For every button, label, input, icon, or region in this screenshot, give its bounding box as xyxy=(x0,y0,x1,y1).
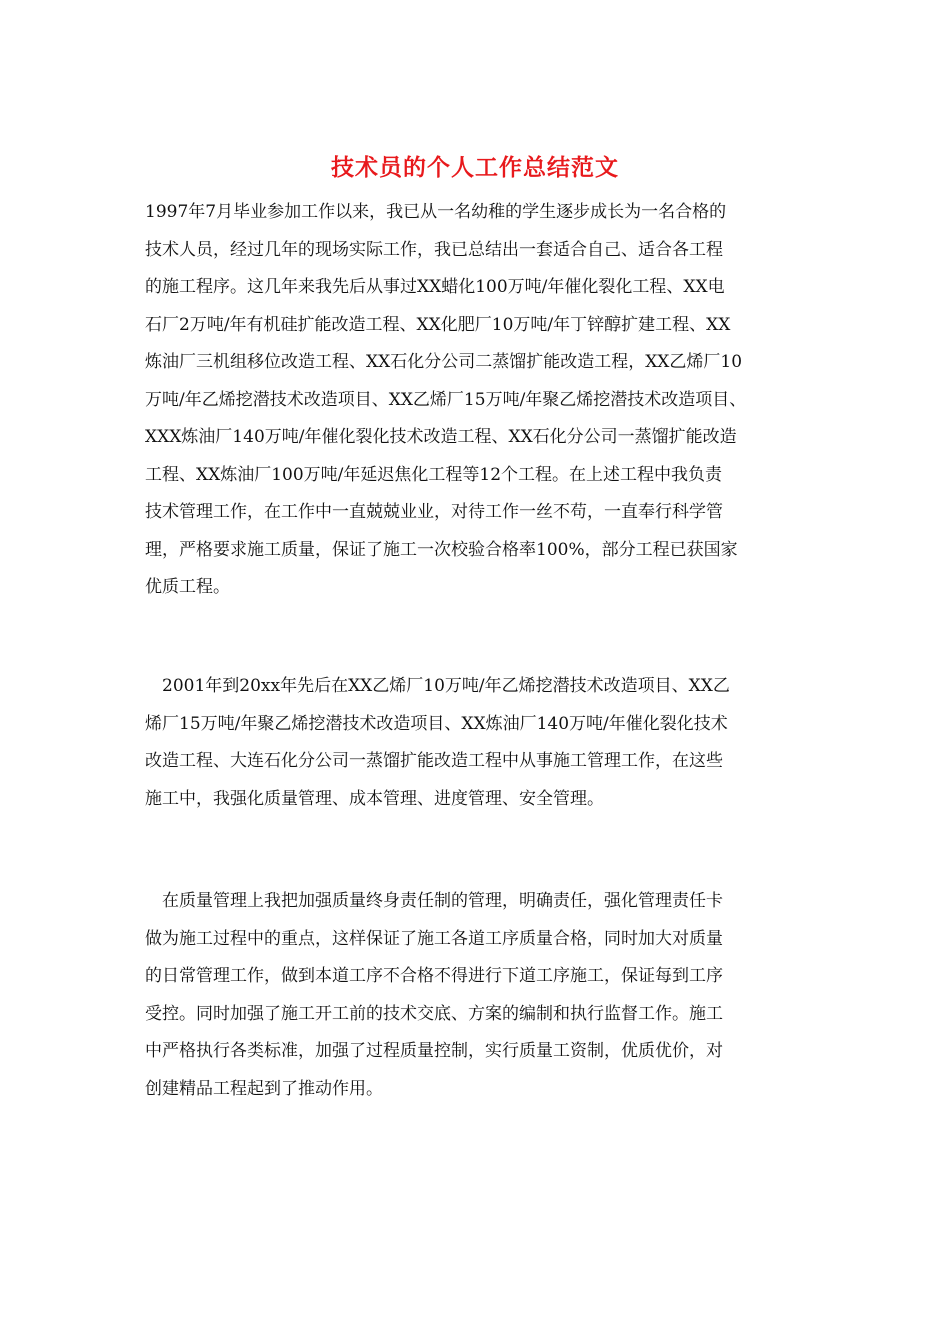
paragraph-line: 石厂2万吨/年有机硅扩能改造工程、XX化肥厂10万吨/年丁锌醇扩建工程、XX xyxy=(145,314,731,335)
paragraph-line: 的日常管理工作，做到本道工序不合格不得进行下道工序施工，保证每到工序 xyxy=(145,966,723,986)
paragraph-1 xyxy=(145,194,825,607)
paragraph-line: 1997年7月毕业参加工作以来，我已从一名幼稚的学生逐步成长为一名合格的 xyxy=(145,202,727,222)
paragraph-line: 做为施工过程中的重点，这样保证了施工各道工序质量合格，同时加大对质量 xyxy=(145,928,723,949)
paragraph-line: 受控。同时加强了施工开工前的技术交底、方案的编制和执行监督工作。施工 xyxy=(145,1003,723,1024)
paragraph-line: XXX炼油厂140万吨/年催化裂化技术改造工程、XX石化分公司一蒸馏扩能改造 xyxy=(145,427,737,447)
paragraph-line: 炼油厂三机组移位改造工程、XX石化分公司二蒸馏扩能改造工程，XX乙烯厂10 xyxy=(145,352,743,372)
paragraph-line: 创建精品工程起到了推动作用。 xyxy=(145,1078,383,1099)
paragraph-line: 的施工程序。这几年来我先后从事过XX蜡化100万吨/年催化裂化工程、XX电 xyxy=(145,277,725,297)
paragraph-line: 中严格执行各类标准，加强了过程质量控制，实行质量工资制，优质优价，对 xyxy=(145,1041,723,1061)
paragraph-2 xyxy=(145,668,825,818)
paragraph-line: 2001年到20xx年先后在XX乙烯厂10万吨/年乙烯挖潜技术改造项目、XX乙 xyxy=(145,676,730,696)
paragraph-line: 烯厂15万吨/年聚乙烯挖潜技术改造项目、XX炼油厂140万吨/年催化裂化技术 xyxy=(145,713,728,734)
paragraph-line: 工程、XX炼油厂100万吨/年延迟焦化工程等12个工程。在上述工程中我负责 xyxy=(145,464,723,485)
paragraph-line: 技术人员，经过几年的现场实际工作，我已总结出一套适合自己、适合各工程 xyxy=(145,239,723,260)
paragraph-line: 在质量管理上我把加强质量终身责任制的管理，明确责任，强化管理责任卡 xyxy=(145,891,723,911)
paragraph-line: 技术管理工作，在工作中一直兢兢业业，对待工作一丝不苟，一直奉行科学管 xyxy=(145,502,723,522)
paragraph-line: 优质工程。 xyxy=(145,577,230,597)
document-title: 技术员的个人工作总结范文 xyxy=(331,154,619,181)
paragraph-line: 改造工程、大连石化分公司一蒸馏扩能改造工程中从事施工管理工作，在这些 xyxy=(145,751,723,771)
paragraph-line: 万吨/年乙烯挖潜技术改造项目、XX乙烯厂15万吨/年聚乙烯挖潜技术改造项目、 xyxy=(145,389,747,410)
paragraph-3 xyxy=(145,883,825,1108)
paragraph-line: 施工中，我强化质量管理、成本管理、进度管理、安全管理。 xyxy=(145,788,604,809)
paragraph-line: 理，严格要求施工质量，保证了施工一次校验合格率100%，部分工程已获国家 xyxy=(145,539,738,560)
